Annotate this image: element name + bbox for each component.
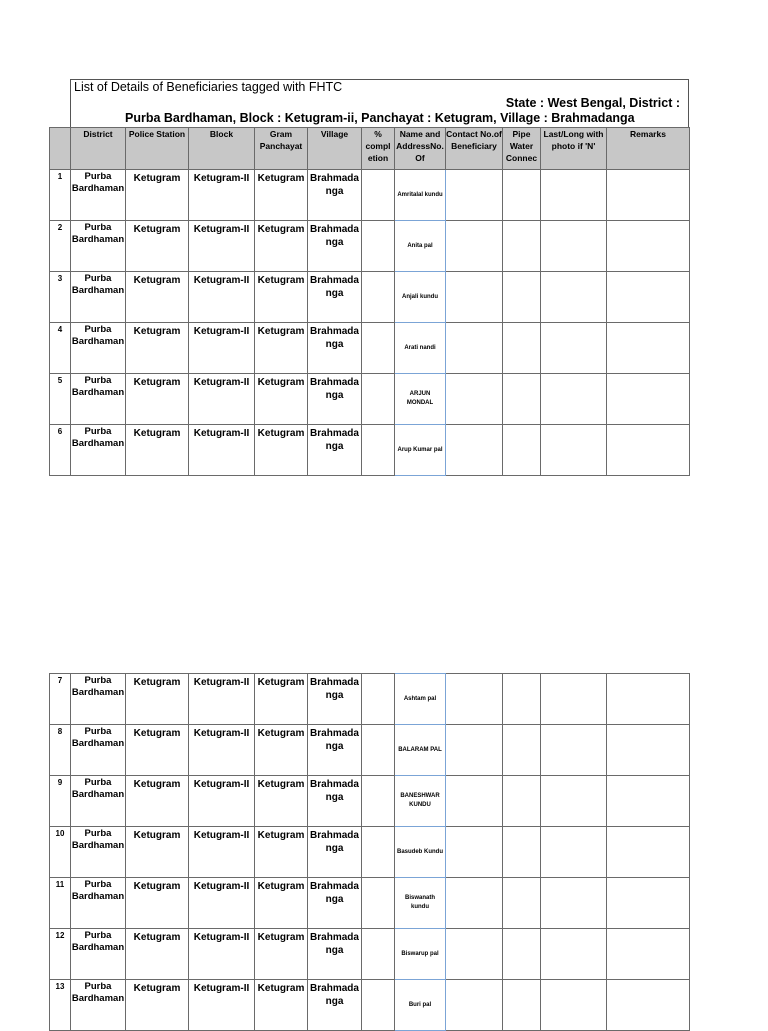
table-row	[50, 221, 690, 272]
remarks-cell	[607, 425, 690, 476]
document-title: List of Details of Beneficiaries tagged with FHTC	[74, 80, 343, 94]
table-body-2	[50, 674, 690, 1031]
beneficiary-name-cell: Ashtam pal	[395, 674, 446, 725]
police-station-cell: Ketugram	[126, 980, 189, 1031]
beneficiary-name-cell: BALARAM PAL	[395, 725, 446, 776]
village-cell: Brahmada nga	[308, 170, 362, 221]
table-row	[50, 674, 690, 725]
pipe-water-cell	[503, 221, 541, 272]
gram-panchayat-cell: Ketugram	[255, 776, 308, 827]
contact-cell	[446, 674, 503, 725]
contact-cell	[446, 929, 503, 980]
row-number: 13	[50, 980, 71, 1031]
row-number: 8	[50, 725, 71, 776]
col-header-block: Block	[189, 128, 255, 170]
pipe-water-cell	[503, 980, 541, 1031]
district-cell: Purba Bardhaman	[71, 776, 126, 827]
block-cell: Ketugram-II	[189, 878, 255, 929]
lat-long-cell	[541, 323, 607, 374]
contact-cell	[446, 323, 503, 374]
remarks-cell	[607, 776, 690, 827]
block-cell: Ketugram-II	[189, 425, 255, 476]
col-header-name-address: Name and AddressNo. Of	[395, 128, 446, 170]
lat-long-cell	[541, 221, 607, 272]
gram-panchayat-cell: Ketugram	[255, 827, 308, 878]
pipe-water-cell	[503, 827, 541, 878]
beneficiary-name-cell: Biswanath kundu	[395, 878, 446, 929]
block-cell: Ketugram-II	[189, 929, 255, 980]
beneficiary-name-cell: Arup Kumar pal	[395, 425, 446, 476]
col-header-lat-long: Last/Long with photo if 'N'	[541, 128, 607, 170]
village-cell: Brahmada nga	[308, 929, 362, 980]
completion-cell	[362, 170, 395, 221]
village-cell: Brahmada nga	[308, 425, 362, 476]
table-row	[50, 272, 690, 323]
contact-cell	[446, 221, 503, 272]
district-cell: Purba Bardhaman	[71, 827, 126, 878]
remarks-cell	[607, 929, 690, 980]
block-cell: Ketugram-II	[189, 170, 255, 221]
beneficiary-sheet-page-2	[49, 673, 689, 1031]
district-cell: Purba Bardhaman	[71, 425, 126, 476]
village-cell: Brahmada nga	[308, 827, 362, 878]
block-cell: Ketugram-II	[189, 374, 255, 425]
pipe-water-cell	[503, 929, 541, 980]
police-station-cell: Ketugram	[126, 272, 189, 323]
pipe-water-cell	[503, 425, 541, 476]
gram-panchayat-cell: Ketugram	[255, 374, 308, 425]
police-station-cell: Ketugram	[126, 374, 189, 425]
row-number: 10	[50, 827, 71, 878]
police-station-cell: Ketugram	[126, 878, 189, 929]
beneficiary-name-cell: Basudeb Kundu	[395, 827, 446, 878]
row-number: 4	[50, 323, 71, 374]
pipe-water-cell	[503, 878, 541, 929]
col-header-completion: % compl etion	[362, 128, 395, 170]
remarks-cell	[607, 323, 690, 374]
district-cell: Purba Bardhaman	[71, 272, 126, 323]
village-cell: Brahmada nga	[308, 878, 362, 929]
district-cell: Purba Bardhaman	[71, 374, 126, 425]
police-station-cell: Ketugram	[126, 827, 189, 878]
row-number: 2	[50, 221, 71, 272]
row-number: 5	[50, 374, 71, 425]
lat-long-cell	[541, 776, 607, 827]
pipe-water-cell	[503, 170, 541, 221]
block-cell: Ketugram-II	[189, 827, 255, 878]
lat-long-cell	[541, 980, 607, 1031]
row-number: 6	[50, 425, 71, 476]
completion-cell	[362, 323, 395, 374]
table-row	[50, 878, 690, 929]
table-row	[50, 374, 690, 425]
completion-cell	[362, 929, 395, 980]
block-cell: Ketugram-II	[189, 776, 255, 827]
gram-panchayat-cell: Ketugram	[255, 221, 308, 272]
lat-long-cell	[541, 725, 607, 776]
contact-cell	[446, 170, 503, 221]
police-station-cell: Ketugram	[126, 323, 189, 374]
pipe-water-cell	[503, 272, 541, 323]
lat-long-cell	[541, 929, 607, 980]
village-cell: Brahmada nga	[308, 725, 362, 776]
pipe-water-cell	[503, 323, 541, 374]
district-cell: Purba Bardhaman	[71, 221, 126, 272]
lat-long-cell	[541, 170, 607, 221]
block-cell: Ketugram-II	[189, 272, 255, 323]
row-number: 11	[50, 878, 71, 929]
beneficiary-name-cell: Arati nandi	[395, 323, 446, 374]
completion-cell	[362, 878, 395, 929]
district-cell: Purba Bardhaman	[71, 980, 126, 1031]
completion-cell	[362, 725, 395, 776]
remarks-cell	[607, 878, 690, 929]
beneficiary-table-1	[49, 127, 690, 476]
remarks-cell	[607, 272, 690, 323]
table-row	[50, 980, 690, 1031]
col-header-remarks: Remarks	[607, 128, 690, 170]
district-cell: Purba Bardhaman	[71, 929, 126, 980]
pipe-water-cell	[503, 674, 541, 725]
block-cell: Ketugram-II	[189, 980, 255, 1031]
beneficiary-name-cell: Anita pal	[395, 221, 446, 272]
pipe-water-cell	[503, 776, 541, 827]
completion-cell	[362, 674, 395, 725]
table-row	[50, 323, 690, 374]
gram-panchayat-cell: Ketugram	[255, 323, 308, 374]
lat-long-cell	[541, 878, 607, 929]
police-station-cell: Ketugram	[126, 674, 189, 725]
lat-long-cell	[541, 425, 607, 476]
gram-panchayat-cell: Ketugram	[255, 170, 308, 221]
table-row	[50, 725, 690, 776]
title-block	[70, 79, 689, 127]
gram-panchayat-cell: Ketugram	[255, 878, 308, 929]
police-station-cell: Ketugram	[126, 221, 189, 272]
village-cell: Brahmada nga	[308, 323, 362, 374]
table-row	[50, 425, 690, 476]
gram-panchayat-cell: Ketugram	[255, 929, 308, 980]
col-header-police-station: Police Station	[126, 128, 189, 170]
completion-cell	[362, 221, 395, 272]
district-cell: Purba Bardhaman	[71, 725, 126, 776]
lat-long-cell	[541, 374, 607, 425]
district-cell: Purba Bardhaman	[71, 674, 126, 725]
beneficiary-name-cell: Buri pal	[395, 980, 446, 1031]
beneficiary-name-cell: Biswarup pal	[395, 929, 446, 980]
police-station-cell: Ketugram	[126, 929, 189, 980]
contact-cell	[446, 725, 503, 776]
contact-cell	[446, 374, 503, 425]
block-cell: Ketugram-II	[189, 323, 255, 374]
col-header-no	[50, 128, 71, 170]
beneficiary-name-cell: ARJUN MONDAL	[395, 374, 446, 425]
contact-cell	[446, 980, 503, 1031]
gram-panchayat-cell: Ketugram	[255, 272, 308, 323]
lat-long-cell	[541, 674, 607, 725]
remarks-cell	[607, 374, 690, 425]
police-station-cell: Ketugram	[126, 170, 189, 221]
block-cell: Ketugram-II	[189, 725, 255, 776]
contact-cell	[446, 776, 503, 827]
table-row	[50, 827, 690, 878]
village-cell: Brahmada nga	[308, 674, 362, 725]
block-cell: Ketugram-II	[189, 221, 255, 272]
contact-cell	[446, 272, 503, 323]
village-cell: Brahmada nga	[308, 221, 362, 272]
gram-panchayat-cell: Ketugram	[255, 425, 308, 476]
remarks-cell	[607, 980, 690, 1031]
pipe-water-cell	[503, 374, 541, 425]
col-header-district: District	[71, 128, 126, 170]
row-number: 9	[50, 776, 71, 827]
village-cell: Brahmada nga	[308, 776, 362, 827]
gram-panchayat-cell: Ketugram	[255, 725, 308, 776]
row-number: 3	[50, 272, 71, 323]
remarks-cell	[607, 170, 690, 221]
gram-panchayat-cell: Ketugram	[255, 674, 308, 725]
col-header-gram-panchayat: Gram Panchayat	[255, 128, 308, 170]
completion-cell	[362, 827, 395, 878]
row-number: 7	[50, 674, 71, 725]
district-cell: Purba Bardhaman	[71, 878, 126, 929]
state-line: State : West Bengal, District :	[505, 96, 680, 110]
contact-cell	[446, 878, 503, 929]
remarks-cell	[607, 221, 690, 272]
beneficiary-sheet-page-1	[49, 79, 689, 476]
completion-cell	[362, 374, 395, 425]
remarks-cell	[607, 674, 690, 725]
remarks-cell	[607, 725, 690, 776]
block-cell: Ketugram-II	[189, 674, 255, 725]
village-cell: Brahmada nga	[308, 374, 362, 425]
village-cell: Brahmada nga	[308, 272, 362, 323]
row-number: 1	[50, 170, 71, 221]
table-row	[50, 170, 690, 221]
district-cell: Purba Bardhaman	[71, 323, 126, 374]
completion-cell	[362, 980, 395, 1031]
row-number: 12	[50, 929, 71, 980]
police-station-cell: Ketugram	[126, 425, 189, 476]
table-row	[50, 776, 690, 827]
lat-long-cell	[541, 827, 607, 878]
gram-panchayat-cell: Ketugram	[255, 980, 308, 1031]
village-cell: Brahmada nga	[308, 980, 362, 1031]
table-row	[50, 929, 690, 980]
contact-cell	[446, 827, 503, 878]
pipe-water-cell	[503, 725, 541, 776]
completion-cell	[362, 272, 395, 323]
completion-cell	[362, 425, 395, 476]
location-line: Purba Bardhaman, Block : Ketugram-ii, Panchayat : Ketugram, Village : Brahmadanga	[125, 111, 635, 125]
beneficiary-name-cell: BANESHWAR KUNDU	[395, 776, 446, 827]
district-cell: Purba Bardhaman	[71, 170, 126, 221]
lat-long-cell	[541, 272, 607, 323]
col-header-pipe-water: Pipe Water Connec	[503, 128, 541, 170]
police-station-cell: Ketugram	[126, 776, 189, 827]
beneficiary-name-cell: Amritalal kundu	[395, 170, 446, 221]
contact-cell	[446, 425, 503, 476]
completion-cell	[362, 776, 395, 827]
beneficiary-table-2	[49, 673, 690, 1031]
table-body-1	[50, 170, 690, 476]
remarks-cell	[607, 827, 690, 878]
beneficiary-name-cell: Anjali kundu	[395, 272, 446, 323]
header-row	[50, 128, 690, 170]
col-header-village: Village	[308, 128, 362, 170]
police-station-cell: Ketugram	[126, 725, 189, 776]
col-header-contact: Contact No.of Beneficiary	[446, 128, 503, 170]
